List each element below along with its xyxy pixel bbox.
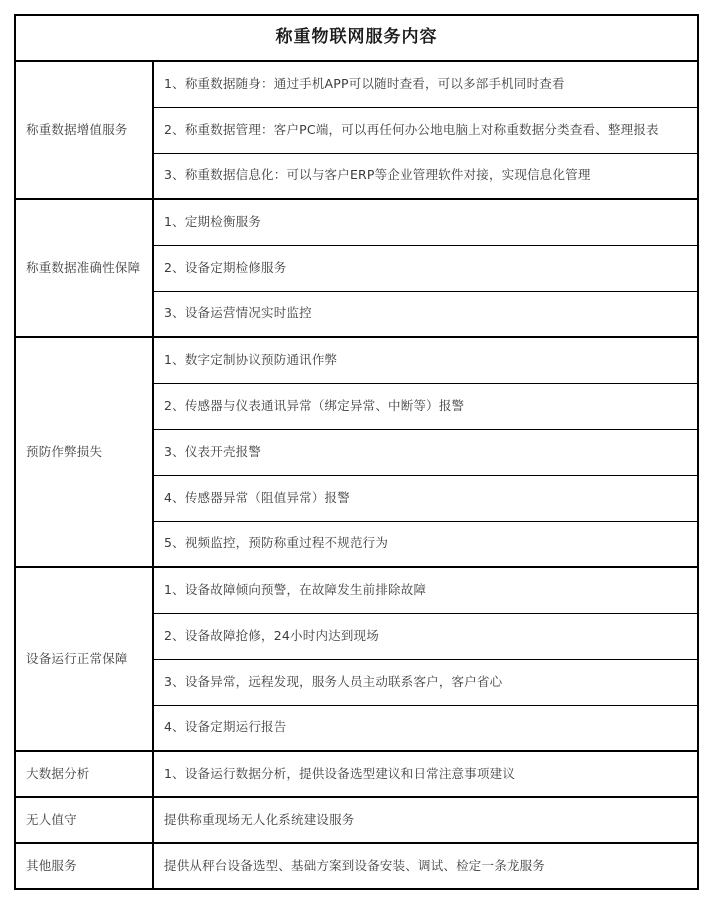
section-4-item-2 <box>153 613 698 659</box>
item-text: 3、设备异常，远程发现，服务人员主动联系客户，客户省心 <box>164 673 503 689</box>
item-text: 5、视频监控，预防称重过程不规范行为 <box>164 535 389 551</box>
section-4-item-3 <box>153 659 698 705</box>
item-text: 2、设备定期检修服务 <box>164 259 287 275</box>
section-3-item-4 <box>153 475 698 521</box>
section-label-1: 称重数据增值服务 <box>15 61 153 199</box>
item-text: 提供从秤台设备选型、基础方案到设备安装、调试、检定一条龙服务 <box>164 857 546 873</box>
section-label-2: 称重数据准确性保障 <box>15 199 153 337</box>
item-text: 1、设备故障倾向预警，在故障发生前排除故障 <box>164 581 427 597</box>
section-7-item-1 <box>153 843 698 889</box>
item-text: 1、数字定制协议预防通讯作弊 <box>164 351 338 367</box>
table-row <box>15 567 698 613</box>
item-text: 2、传感器与仪表通讯异常（绑定异常、中断等）报警 <box>164 397 465 413</box>
table-title-row <box>15 15 698 61</box>
table-row <box>15 751 698 797</box>
item-text: 3、设备运营情况实时监控 <box>164 305 312 321</box>
table-row <box>15 61 698 107</box>
item-text: 2、设备故障抢修，24小时内达到现场 <box>164 627 379 643</box>
section-3-item-2 <box>153 383 698 429</box>
item-text: 1、称重数据随身：通过手机APP可以随时查看，可以多部手机同时查看 <box>164 75 565 91</box>
section-label-5: 大数据分析 <box>15 751 153 797</box>
section-4-item-1 <box>153 567 698 613</box>
section-2-item-2 <box>153 245 698 291</box>
page-title: 称重物联网服务内容 <box>15 15 698 61</box>
section-2-item-1 <box>153 199 698 245</box>
section-label-3: 预防作弊损失 <box>15 337 153 567</box>
table-row <box>15 797 698 843</box>
section-1-item-3 <box>153 153 698 199</box>
section-3-item-5 <box>153 521 698 567</box>
item-text: 1、设备运行数据分析，提供设备选型建议和日常注意事项建议 <box>164 765 516 781</box>
item-text: 4、传感器异常（阻值异常）报警 <box>164 489 350 505</box>
item-text: 1、定期检衡服务 <box>164 213 262 229</box>
section-label-7: 其他服务 <box>15 843 153 889</box>
service-content-table <box>14 14 699 890</box>
section-1-item-1 <box>153 61 698 107</box>
item-text: 3、称重数据信息化：可以与客户ERP等企业管理软件对接，实现信息化管理 <box>164 167 591 183</box>
table-body <box>15 15 698 889</box>
section-label-4: 设备运行正常保障 <box>15 567 153 751</box>
section-2-item-3 <box>153 291 698 337</box>
section-label-6: 无人值守 <box>15 797 153 843</box>
section-4-item-4 <box>153 705 698 751</box>
item-text: 提供称重现场无人化系统建设服务 <box>164 811 355 827</box>
section-3-item-1 <box>153 337 698 383</box>
item-text: 4、设备定期运行报告 <box>164 719 287 735</box>
section-3-item-3 <box>153 429 698 475</box>
table-row <box>15 337 698 383</box>
section-1-item-2 <box>153 107 698 153</box>
section-6-item-1 <box>153 797 698 843</box>
section-5-item-1 <box>153 751 698 797</box>
item-text: 2、称重数据管理：客户PC端，可以再任何办公地电脑上对称重数据分类查看、整理报表 <box>164 121 659 137</box>
table-row <box>15 843 698 889</box>
table-row <box>15 199 698 245</box>
item-text: 3、仪表开壳报警 <box>164 443 262 459</box>
service-table-container <box>14 14 697 890</box>
